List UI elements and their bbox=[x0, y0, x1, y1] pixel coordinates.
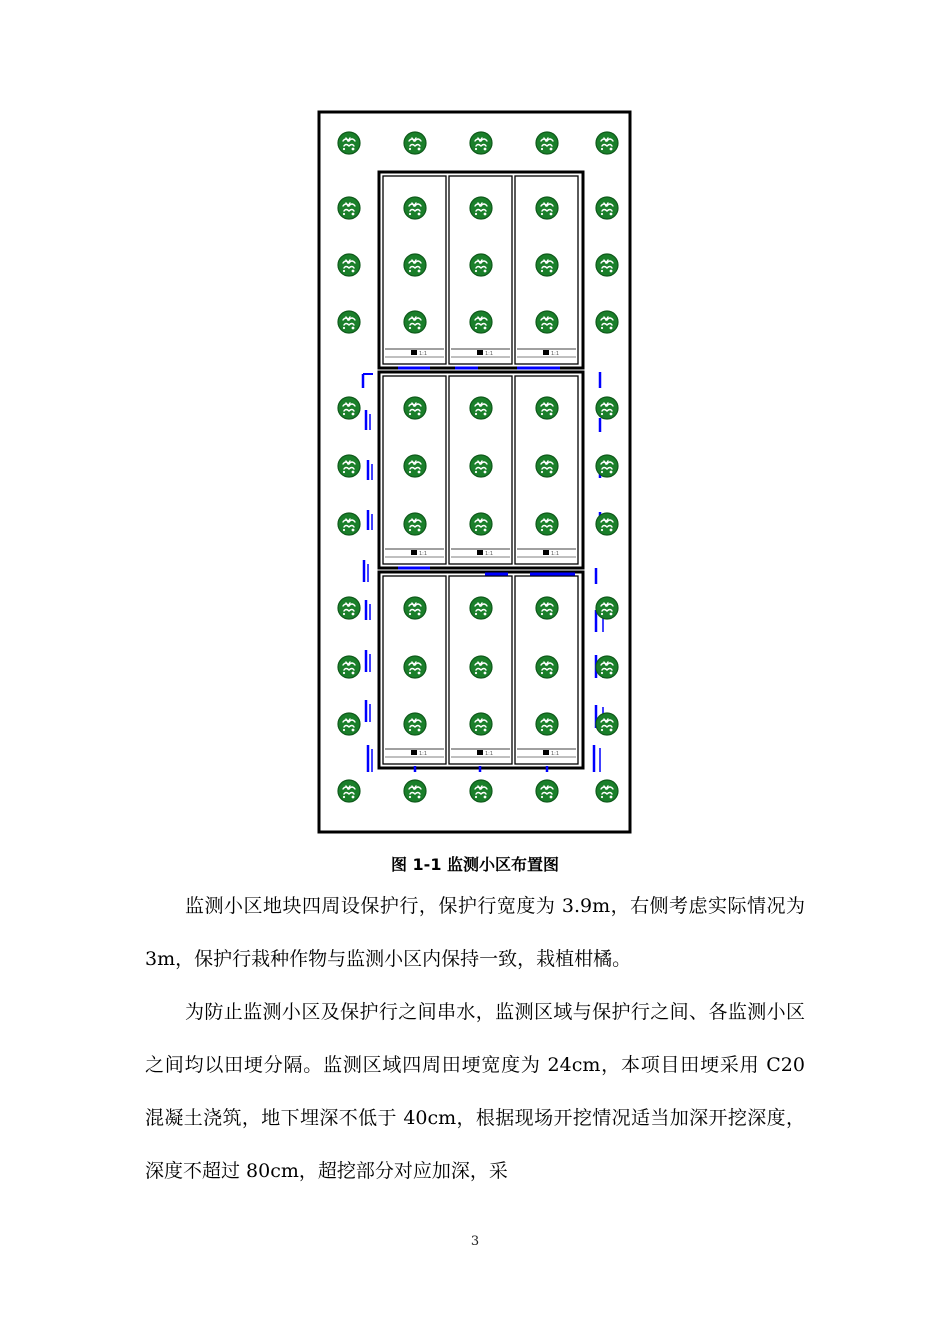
tree-fruit-mark bbox=[343, 413, 345, 415]
tree-canopy bbox=[338, 713, 360, 735]
tree-fruit-mark bbox=[541, 471, 543, 473]
tree-canopy bbox=[404, 713, 426, 735]
tree-fruit-mark bbox=[343, 729, 345, 731]
citrus-tree-icon bbox=[404, 197, 426, 219]
tree-fruit-mark bbox=[601, 613, 603, 615]
tree-fruit-mark bbox=[610, 148, 613, 151]
tree-fruit-mark bbox=[352, 327, 355, 330]
tree-fruit-mark bbox=[541, 327, 543, 329]
tree-fruit-mark bbox=[610, 613, 613, 616]
tree-fruit-mark bbox=[352, 270, 355, 273]
plot-title-mark bbox=[543, 350, 549, 355]
tree-fruit-mark bbox=[601, 327, 603, 329]
tree-fruit-mark bbox=[484, 471, 487, 474]
tree-canopy bbox=[470, 656, 492, 678]
tree-fruit-mark bbox=[418, 613, 421, 616]
citrus-tree-icon bbox=[470, 254, 492, 276]
tree-fruit-mark bbox=[610, 471, 613, 474]
tree-canopy bbox=[596, 656, 618, 678]
tree-canopy bbox=[536, 132, 558, 154]
citrus-tree-icon bbox=[536, 656, 558, 678]
tree-fruit-mark bbox=[610, 796, 613, 799]
tree-fruit-mark bbox=[484, 213, 487, 216]
tree-canopy bbox=[404, 656, 426, 678]
citrus-tree-icon bbox=[536, 132, 558, 154]
citrus-tree-icon bbox=[404, 455, 426, 477]
tree-fruit-mark bbox=[409, 270, 411, 272]
tree-canopy bbox=[596, 397, 618, 419]
tree-fruit-mark bbox=[343, 672, 345, 674]
tree-fruit-mark bbox=[409, 213, 411, 215]
plot-title-mark bbox=[543, 750, 549, 755]
citrus-tree-icon bbox=[470, 513, 492, 535]
plot-title-mark bbox=[411, 550, 417, 555]
tree-fruit-mark bbox=[484, 529, 487, 532]
citrus-tree-icon bbox=[338, 311, 360, 333]
tree-fruit-mark bbox=[475, 471, 477, 473]
tree-canopy bbox=[404, 597, 426, 619]
tree-fruit-mark bbox=[601, 672, 603, 674]
tree-canopy bbox=[338, 397, 360, 419]
citrus-tree-icon bbox=[470, 656, 492, 678]
citrus-tree-icon bbox=[404, 397, 426, 419]
tree-fruit-mark bbox=[409, 327, 411, 329]
paragraph-1: 监测小区地块四周设保护行，保护行宽度为 3.9m，右侧考虑实际情况为 3m，保护行栽种作物与监测小区内保持一致，栽植柑橘。 bbox=[145, 895, 805, 970]
tree-fruit-mark bbox=[418, 796, 421, 799]
citrus-tree-icon bbox=[338, 132, 360, 154]
citrus-tree-icon bbox=[470, 311, 492, 333]
tree-fruit-mark bbox=[409, 672, 411, 674]
citrus-tree-icon bbox=[338, 197, 360, 219]
tree-fruit-mark bbox=[343, 613, 345, 615]
tree-canopy bbox=[470, 197, 492, 219]
citrus-tree-icon bbox=[338, 513, 360, 535]
citrus-tree-icon bbox=[596, 254, 618, 276]
tree-fruit-mark bbox=[550, 413, 553, 416]
tree-canopy bbox=[404, 780, 426, 802]
citrus-tree-icon bbox=[404, 656, 426, 678]
citrus-tree-icon bbox=[404, 132, 426, 154]
plot-title-mark bbox=[411, 350, 417, 355]
tree-canopy bbox=[338, 455, 360, 477]
tree-fruit-mark bbox=[541, 213, 543, 215]
tree-canopy bbox=[338, 656, 360, 678]
citrus-tree-icon bbox=[470, 197, 492, 219]
tree-fruit-mark bbox=[601, 213, 603, 215]
citrus-tree-icon bbox=[404, 311, 426, 333]
tree-fruit-mark bbox=[610, 270, 613, 273]
tree-canopy bbox=[536, 397, 558, 419]
citrus-tree-icon bbox=[338, 656, 360, 678]
tree-fruit-mark bbox=[352, 148, 355, 151]
citrus-tree-icon bbox=[404, 254, 426, 276]
citrus-tree-icon bbox=[596, 513, 618, 535]
tree-fruit-mark bbox=[541, 529, 543, 531]
tree-fruit-mark bbox=[352, 213, 355, 216]
tree-fruit-mark bbox=[409, 148, 411, 150]
tree-fruit-mark bbox=[610, 672, 613, 675]
tree-canopy bbox=[338, 197, 360, 219]
citrus-tree-icon bbox=[596, 455, 618, 477]
citrus-tree-icon bbox=[596, 132, 618, 154]
citrus-tree-icon bbox=[536, 197, 558, 219]
tree-fruit-mark bbox=[484, 148, 487, 151]
tree-fruit-mark bbox=[352, 471, 355, 474]
tree-fruit-mark bbox=[484, 672, 487, 675]
tree-fruit-mark bbox=[484, 270, 487, 273]
citrus-tree-icon bbox=[536, 455, 558, 477]
plot-scale-label: 1:1 bbox=[485, 751, 494, 757]
tree-fruit-mark bbox=[484, 327, 487, 330]
tree-fruit-mark bbox=[610, 213, 613, 216]
citrus-tree-icon bbox=[470, 780, 492, 802]
tree-canopy bbox=[470, 780, 492, 802]
plot-title-mark bbox=[477, 750, 483, 755]
tree-canopy bbox=[596, 513, 618, 535]
citrus-tree-icon bbox=[338, 713, 360, 735]
tree-fruit-mark bbox=[475, 672, 477, 674]
tree-canopy bbox=[470, 132, 492, 154]
page-number: 3 bbox=[470, 1234, 480, 1249]
tree-fruit-mark bbox=[475, 529, 477, 531]
tree-canopy bbox=[470, 597, 492, 619]
tree-canopy bbox=[404, 254, 426, 276]
tree-fruit-mark bbox=[343, 529, 345, 531]
citrus-tree-icon bbox=[536, 397, 558, 419]
tree-fruit-mark bbox=[601, 529, 603, 531]
tree-fruit-mark bbox=[352, 413, 355, 416]
tree-canopy bbox=[470, 254, 492, 276]
tree-fruit-mark bbox=[418, 529, 421, 532]
plot-scale-label: 1:1 bbox=[551, 551, 560, 557]
tree-fruit-mark bbox=[409, 413, 411, 415]
tree-fruit-mark bbox=[409, 729, 411, 731]
tree-fruit-mark bbox=[409, 471, 411, 473]
tree-fruit-mark bbox=[484, 413, 487, 416]
tree-fruit-mark bbox=[541, 672, 543, 674]
tree-canopy bbox=[596, 311, 618, 333]
citrus-tree-icon bbox=[596, 397, 618, 419]
tree-canopy bbox=[536, 254, 558, 276]
tree-canopy bbox=[404, 513, 426, 535]
plot-title-mark bbox=[477, 350, 483, 355]
plot-scale-label: 1:1 bbox=[485, 351, 494, 357]
citrus-tree-icon bbox=[470, 397, 492, 419]
tree-canopy bbox=[536, 656, 558, 678]
tree-fruit-mark bbox=[475, 327, 477, 329]
tree-fruit-mark bbox=[601, 796, 603, 798]
tree-fruit-mark bbox=[541, 613, 543, 615]
tree-fruit-mark bbox=[475, 213, 477, 215]
citrus-tree-icon bbox=[338, 597, 360, 619]
tree-fruit-mark bbox=[475, 613, 477, 615]
tree-fruit-mark bbox=[475, 796, 477, 798]
citrus-tree-icon bbox=[536, 713, 558, 735]
tree-fruit-mark bbox=[550, 729, 553, 732]
plot-scale-label: 1:1 bbox=[485, 551, 494, 557]
tree-fruit-mark bbox=[418, 213, 421, 216]
citrus-tree-icon bbox=[536, 780, 558, 802]
citrus-tree-icon bbox=[596, 197, 618, 219]
tree-canopy bbox=[338, 254, 360, 276]
citrus-tree-icon bbox=[536, 597, 558, 619]
tree-canopy bbox=[338, 311, 360, 333]
tree-fruit-mark bbox=[550, 327, 553, 330]
tree-fruit-mark bbox=[550, 471, 553, 474]
tree-canopy bbox=[404, 132, 426, 154]
tree-canopy bbox=[404, 197, 426, 219]
tree-canopy bbox=[596, 254, 618, 276]
tree-fruit-mark bbox=[418, 270, 421, 273]
tree-fruit-mark bbox=[343, 213, 345, 215]
plot-scale-label: 1:1 bbox=[419, 551, 428, 557]
citrus-tree-icon bbox=[536, 513, 558, 535]
plot-title-mark bbox=[411, 750, 417, 755]
tree-fruit-mark bbox=[475, 413, 477, 415]
citrus-tree-icon bbox=[404, 597, 426, 619]
citrus-tree-icon bbox=[404, 513, 426, 535]
tree-fruit-mark bbox=[418, 471, 421, 474]
tree-canopy bbox=[338, 513, 360, 535]
citrus-tree-icon bbox=[470, 455, 492, 477]
tree-fruit-mark bbox=[409, 796, 411, 798]
tree-fruit-mark bbox=[550, 270, 553, 273]
tree-fruit-mark bbox=[418, 413, 421, 416]
citrus-tree-icon bbox=[404, 713, 426, 735]
tree-fruit-mark bbox=[601, 148, 603, 150]
citrus-tree-icon bbox=[470, 132, 492, 154]
citrus-tree-icon bbox=[596, 656, 618, 678]
tree-fruit-mark bbox=[541, 796, 543, 798]
tree-canopy bbox=[536, 197, 558, 219]
tree-fruit-mark bbox=[352, 613, 355, 616]
tree-fruit-mark bbox=[352, 729, 355, 732]
tree-canopy bbox=[470, 513, 492, 535]
tree-fruit-mark bbox=[484, 729, 487, 732]
figure-caption: 图 1-1 监测小区布置图 bbox=[390, 855, 560, 874]
tree-fruit-mark bbox=[541, 729, 543, 731]
tree-canopy bbox=[338, 597, 360, 619]
tree-canopy bbox=[536, 455, 558, 477]
tree-fruit-mark bbox=[418, 327, 421, 330]
tree-canopy bbox=[596, 597, 618, 619]
tree-fruit-mark bbox=[475, 148, 477, 150]
citrus-tree-icon bbox=[470, 713, 492, 735]
tree-canopy bbox=[470, 713, 492, 735]
tree-fruit-mark bbox=[601, 270, 603, 272]
tree-fruit-mark bbox=[550, 148, 553, 151]
plot-scale-label: 1:1 bbox=[419, 351, 428, 357]
tree-canopy bbox=[470, 397, 492, 419]
tree-fruit-mark bbox=[352, 529, 355, 532]
plot-title-mark bbox=[543, 550, 549, 555]
tree-fruit-mark bbox=[610, 729, 613, 732]
citrus-tree-icon bbox=[536, 311, 558, 333]
tree-canopy bbox=[536, 780, 558, 802]
citrus-tree-icon bbox=[536, 254, 558, 276]
citrus-tree-icon bbox=[596, 780, 618, 802]
citrus-tree-icon bbox=[596, 713, 618, 735]
tree-fruit-mark bbox=[475, 270, 477, 272]
tree-fruit-mark bbox=[610, 327, 613, 330]
tree-fruit-mark bbox=[601, 471, 603, 473]
tree-fruit-mark bbox=[601, 413, 603, 415]
tree-fruit-mark bbox=[610, 529, 613, 532]
paragraph-2: 为防止监测小区及保护行之间串水，监测区域与保护行之间、各监测小区之间均以田埂分隔。监测区域四周田埂宽度为 24cm，本项目田埂采用 C20 混凝土浇筑，地下埋深不低于 40cm，根据现场开挖情况适当加深开挖深度，深度不超过 80cm，超挖部分对应加深，采 bbox=[145, 1001, 805, 1182]
citrus-tree-icon bbox=[596, 597, 618, 619]
plot-scale-label: 1:1 bbox=[551, 351, 560, 357]
tree-fruit-mark bbox=[484, 613, 487, 616]
tree-canopy bbox=[404, 397, 426, 419]
plot-scale-label: 1:1 bbox=[551, 751, 560, 757]
tree-canopy bbox=[404, 311, 426, 333]
tree-canopy bbox=[404, 455, 426, 477]
citrus-tree-icon bbox=[338, 397, 360, 419]
tree-fruit-mark bbox=[418, 148, 421, 151]
tree-canopy bbox=[338, 132, 360, 154]
citrus-tree-icon bbox=[338, 780, 360, 802]
tree-fruit-mark bbox=[352, 796, 355, 799]
tree-canopy bbox=[536, 513, 558, 535]
tree-fruit-mark bbox=[343, 270, 345, 272]
tree-canopy bbox=[470, 455, 492, 477]
tree-canopy bbox=[536, 311, 558, 333]
tree-canopy bbox=[338, 780, 360, 802]
citrus-tree-icon bbox=[470, 597, 492, 619]
tree-fruit-mark bbox=[601, 729, 603, 731]
tree-fruit-mark bbox=[343, 471, 345, 473]
tree-fruit-mark bbox=[475, 729, 477, 731]
tree-fruit-mark bbox=[418, 729, 421, 732]
tree-canopy bbox=[470, 311, 492, 333]
tree-canopy bbox=[596, 197, 618, 219]
tree-fruit-mark bbox=[550, 613, 553, 616]
tree-fruit-mark bbox=[541, 413, 543, 415]
citrus-tree-icon bbox=[338, 455, 360, 477]
tree-fruit-mark bbox=[343, 796, 345, 798]
tree-fruit-mark bbox=[550, 796, 553, 799]
tree-canopy bbox=[596, 713, 618, 735]
citrus-tree-icon bbox=[338, 254, 360, 276]
tree-fruit-mark bbox=[550, 529, 553, 532]
tree-fruit-mark bbox=[550, 213, 553, 216]
tree-fruit-mark bbox=[352, 672, 355, 675]
tree-fruit-mark bbox=[409, 529, 411, 531]
tree-canopy bbox=[596, 780, 618, 802]
tree-fruit-mark bbox=[484, 796, 487, 799]
tree-fruit-mark bbox=[550, 672, 553, 675]
tree-fruit-mark bbox=[610, 413, 613, 416]
tree-canopy bbox=[596, 455, 618, 477]
tree-canopy bbox=[596, 132, 618, 154]
tree-canopy bbox=[536, 597, 558, 619]
plot-title-mark bbox=[477, 550, 483, 555]
tree-fruit-mark bbox=[343, 327, 345, 329]
tree-fruit-mark bbox=[343, 148, 345, 150]
tree-fruit-mark bbox=[409, 613, 411, 615]
plot-scale-label: 1:1 bbox=[419, 751, 428, 757]
tree-fruit-mark bbox=[541, 270, 543, 272]
tree-fruit-mark bbox=[418, 672, 421, 675]
citrus-tree-icon bbox=[596, 311, 618, 333]
citrus-tree-icon bbox=[404, 780, 426, 802]
tree-fruit-mark bbox=[541, 148, 543, 150]
tree-canopy bbox=[536, 713, 558, 735]
